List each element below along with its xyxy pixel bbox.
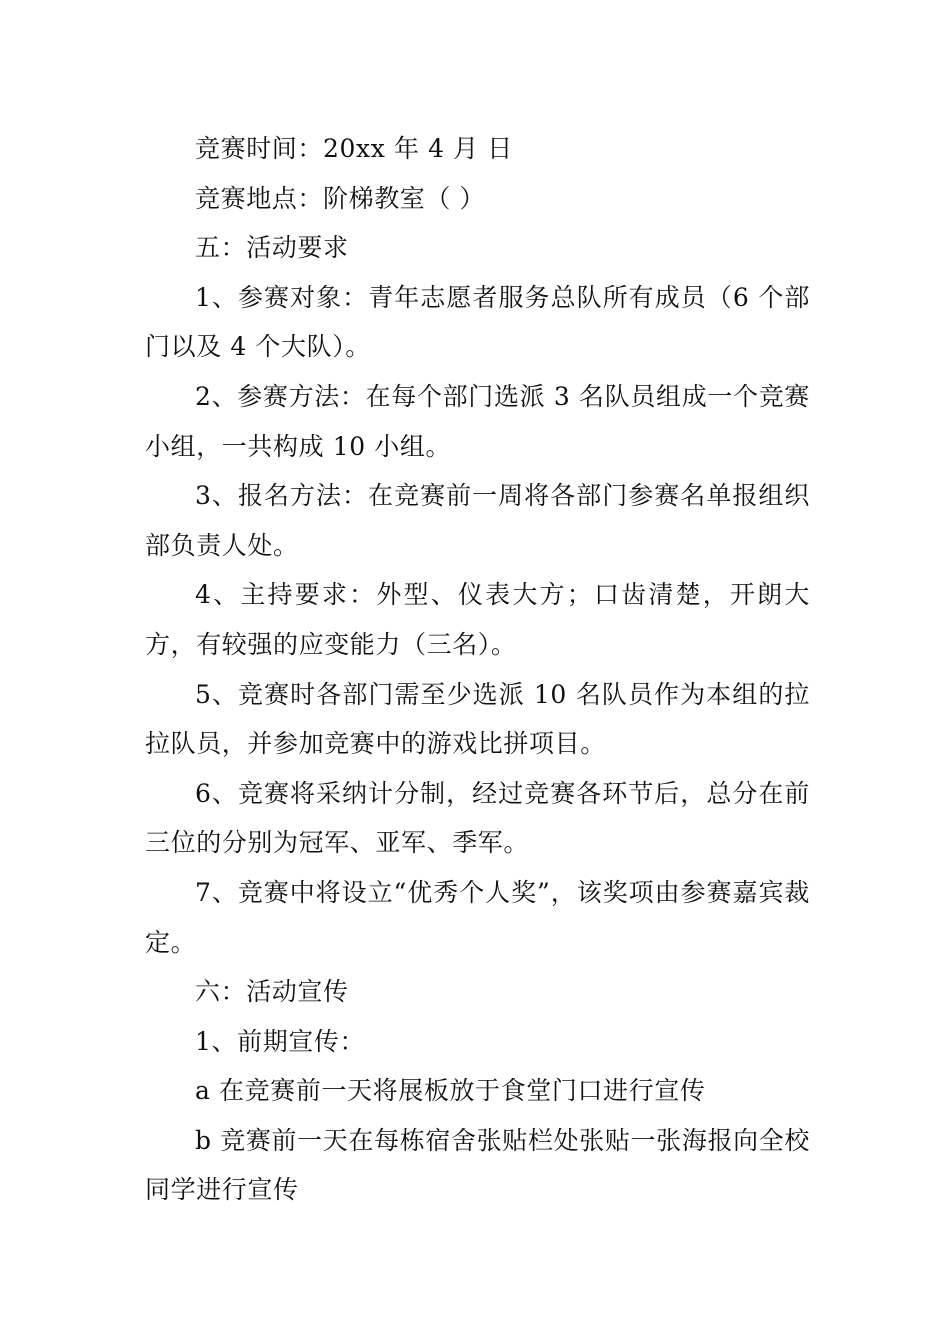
requirement-2: 2、参赛方法：在每个部门选派 3 名队员组成一个竞赛小组，一共构成 10 小组。: [145, 381, 810, 461]
publicity-item-b: b 竞赛前一天在每栋宿舍张贴栏处张贴一张海报向全校同学进行宣传: [145, 1125, 810, 1205]
competition-time: 竞赛时间：20xx 年 4 月 日: [195, 134, 513, 163]
requirement-3: 3、报名方法：在竞赛前一周将各部门参赛名单报组织部负责人处。: [145, 481, 810, 560]
requirement-7: 7、竞赛中将设立“优秀个人奖”，该奖项由参赛嘉宾裁定。: [145, 877, 810, 957]
document-body: [145, 124, 810, 1215]
section-heading-requirements: 五：活动要求: [195, 233, 349, 263]
competition-location: 竞赛地点：阶梯教室（ ）: [195, 183, 486, 213]
requirement-6: 6、竞赛将采纳计分制，经过竞赛各环节后，总分在前三位的分别为冠军、亚军、季军。: [145, 778, 810, 858]
requirement-5: 5、竞赛时各部门需至少选派 10 名队员作为本组的拉拉队员，并参加竞赛中的游戏比拼项目。: [145, 679, 810, 759]
requirement-4: 4、主持要求：外型、仪表大方；口齿清楚，开朗大方，有较强的应变能力（三名）。: [145, 580, 810, 659]
publicity-item-1: 1、前期宣传：: [195, 1026, 366, 1056]
section-heading-publicity: 六：活动宣传: [195, 977, 349, 1007]
publicity-item-a: a 在竞赛前一天将展板放于食堂门口进行宣传: [195, 1076, 706, 1106]
requirement-1: 1、参赛对象：青年志愿者服务总队所有成员（6 个部门以及 4 个大队）。: [145, 282, 810, 362]
